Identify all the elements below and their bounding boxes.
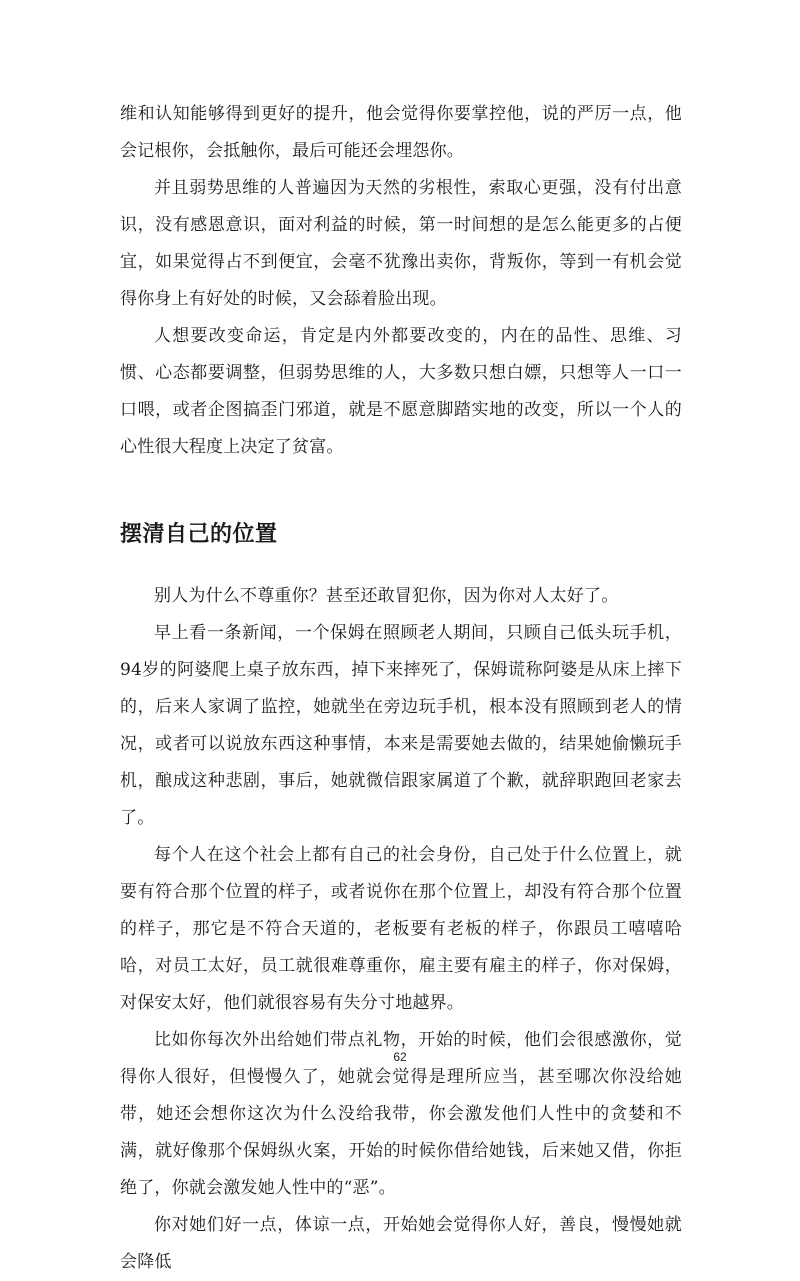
paragraph: 你对她们好一点，体谅一点，开始她会觉得你人好，善良，慢慢她就会降低 bbox=[120, 1215, 682, 1272]
paragraph: 维和认知能够得到更好的提升，他会觉得你要掌控他，说的严厉一点，他会记根你，会抵触你，最后可能还会埋怨你。 bbox=[120, 104, 682, 161]
paragraph: 别人为什么不尊重你？甚至还敢冒犯你，因为你对人太好了。 bbox=[154, 586, 619, 606]
paragraph: 人想要改变命运，肯定是内外都要改变的，内在的品性、思维、习惯、心态都要调整，但弱势思维的人，大多数只想白嫖，只想等人一口一口喂，或者企图搞歪门邪道，就是不愿意脚踏实地的改变，所以一个人的心性很大程度上决定了贫富。 bbox=[120, 326, 682, 457]
paragraph: 早上看一条新闻，一个保姆在照顾老人期间，只顾自己低头玩手机，94岁的阿婆爬上桌子放东西，掉下来摔死了，保姆谎称阿婆是从床上摔下的，后来人家调了监控，她就坐在旁边玩手机，根本没有照顾到老人的情况，或者可以说放东西这种事情，本来是需要她去做的，结果她偷懒玩手机，酿成这种悲剧，事后，她就微信跟家属道了个歉，就辞职跑回老家去了。 bbox=[120, 623, 682, 828]
paragraph: 比如你每次外出给她们带点礼物，开始的时候，他们会很感激你，觉得你人很好，但慢慢久了，她就会觉得是理所应当，甚至哪次你没给她带，她还会想你这次为什么没给我带，你会激发他们人性中的贪婪和不满，就好像那个保姆纵火案，开始的时候你借给她钱，后来她又借，你拒绝了，你就会激发她人性中的“恶”。 bbox=[120, 1030, 682, 1198]
paragraph: 每个人在这个社会上都有自己的社会身份，自己处于什么位置上，就要有符合那个位置的样子，或者说你在那个位置上，却没有符合那个位置的样子，那它是不符合天道的，老板要有老板的样子，你跟员工嘻嘻哈哈，对员工太好，员工就很难尊重你，雇主要有雇主的样子，你对保姆，对保安太好，他们就很容易有失分寸地越界。 bbox=[120, 845, 682, 1013]
page-content bbox=[120, 96, 682, 1281]
paragraph: 并且弱势思维的人普遍因为天然的劣根性，索取心更强，没有付出意识，没有感恩意识，面对利益的时候，第一时间想的是怎么能更多的占便宜，如果觉得占不到便宜，会毫不犹豫出卖你，背叛你，等到一有机会觉得你身上有好处的时候，又会舔着脸出现。 bbox=[120, 178, 682, 309]
page-number: 62 bbox=[393, 1050, 407, 1064]
section-heading: 摆清自己的位置 bbox=[120, 522, 278, 547]
